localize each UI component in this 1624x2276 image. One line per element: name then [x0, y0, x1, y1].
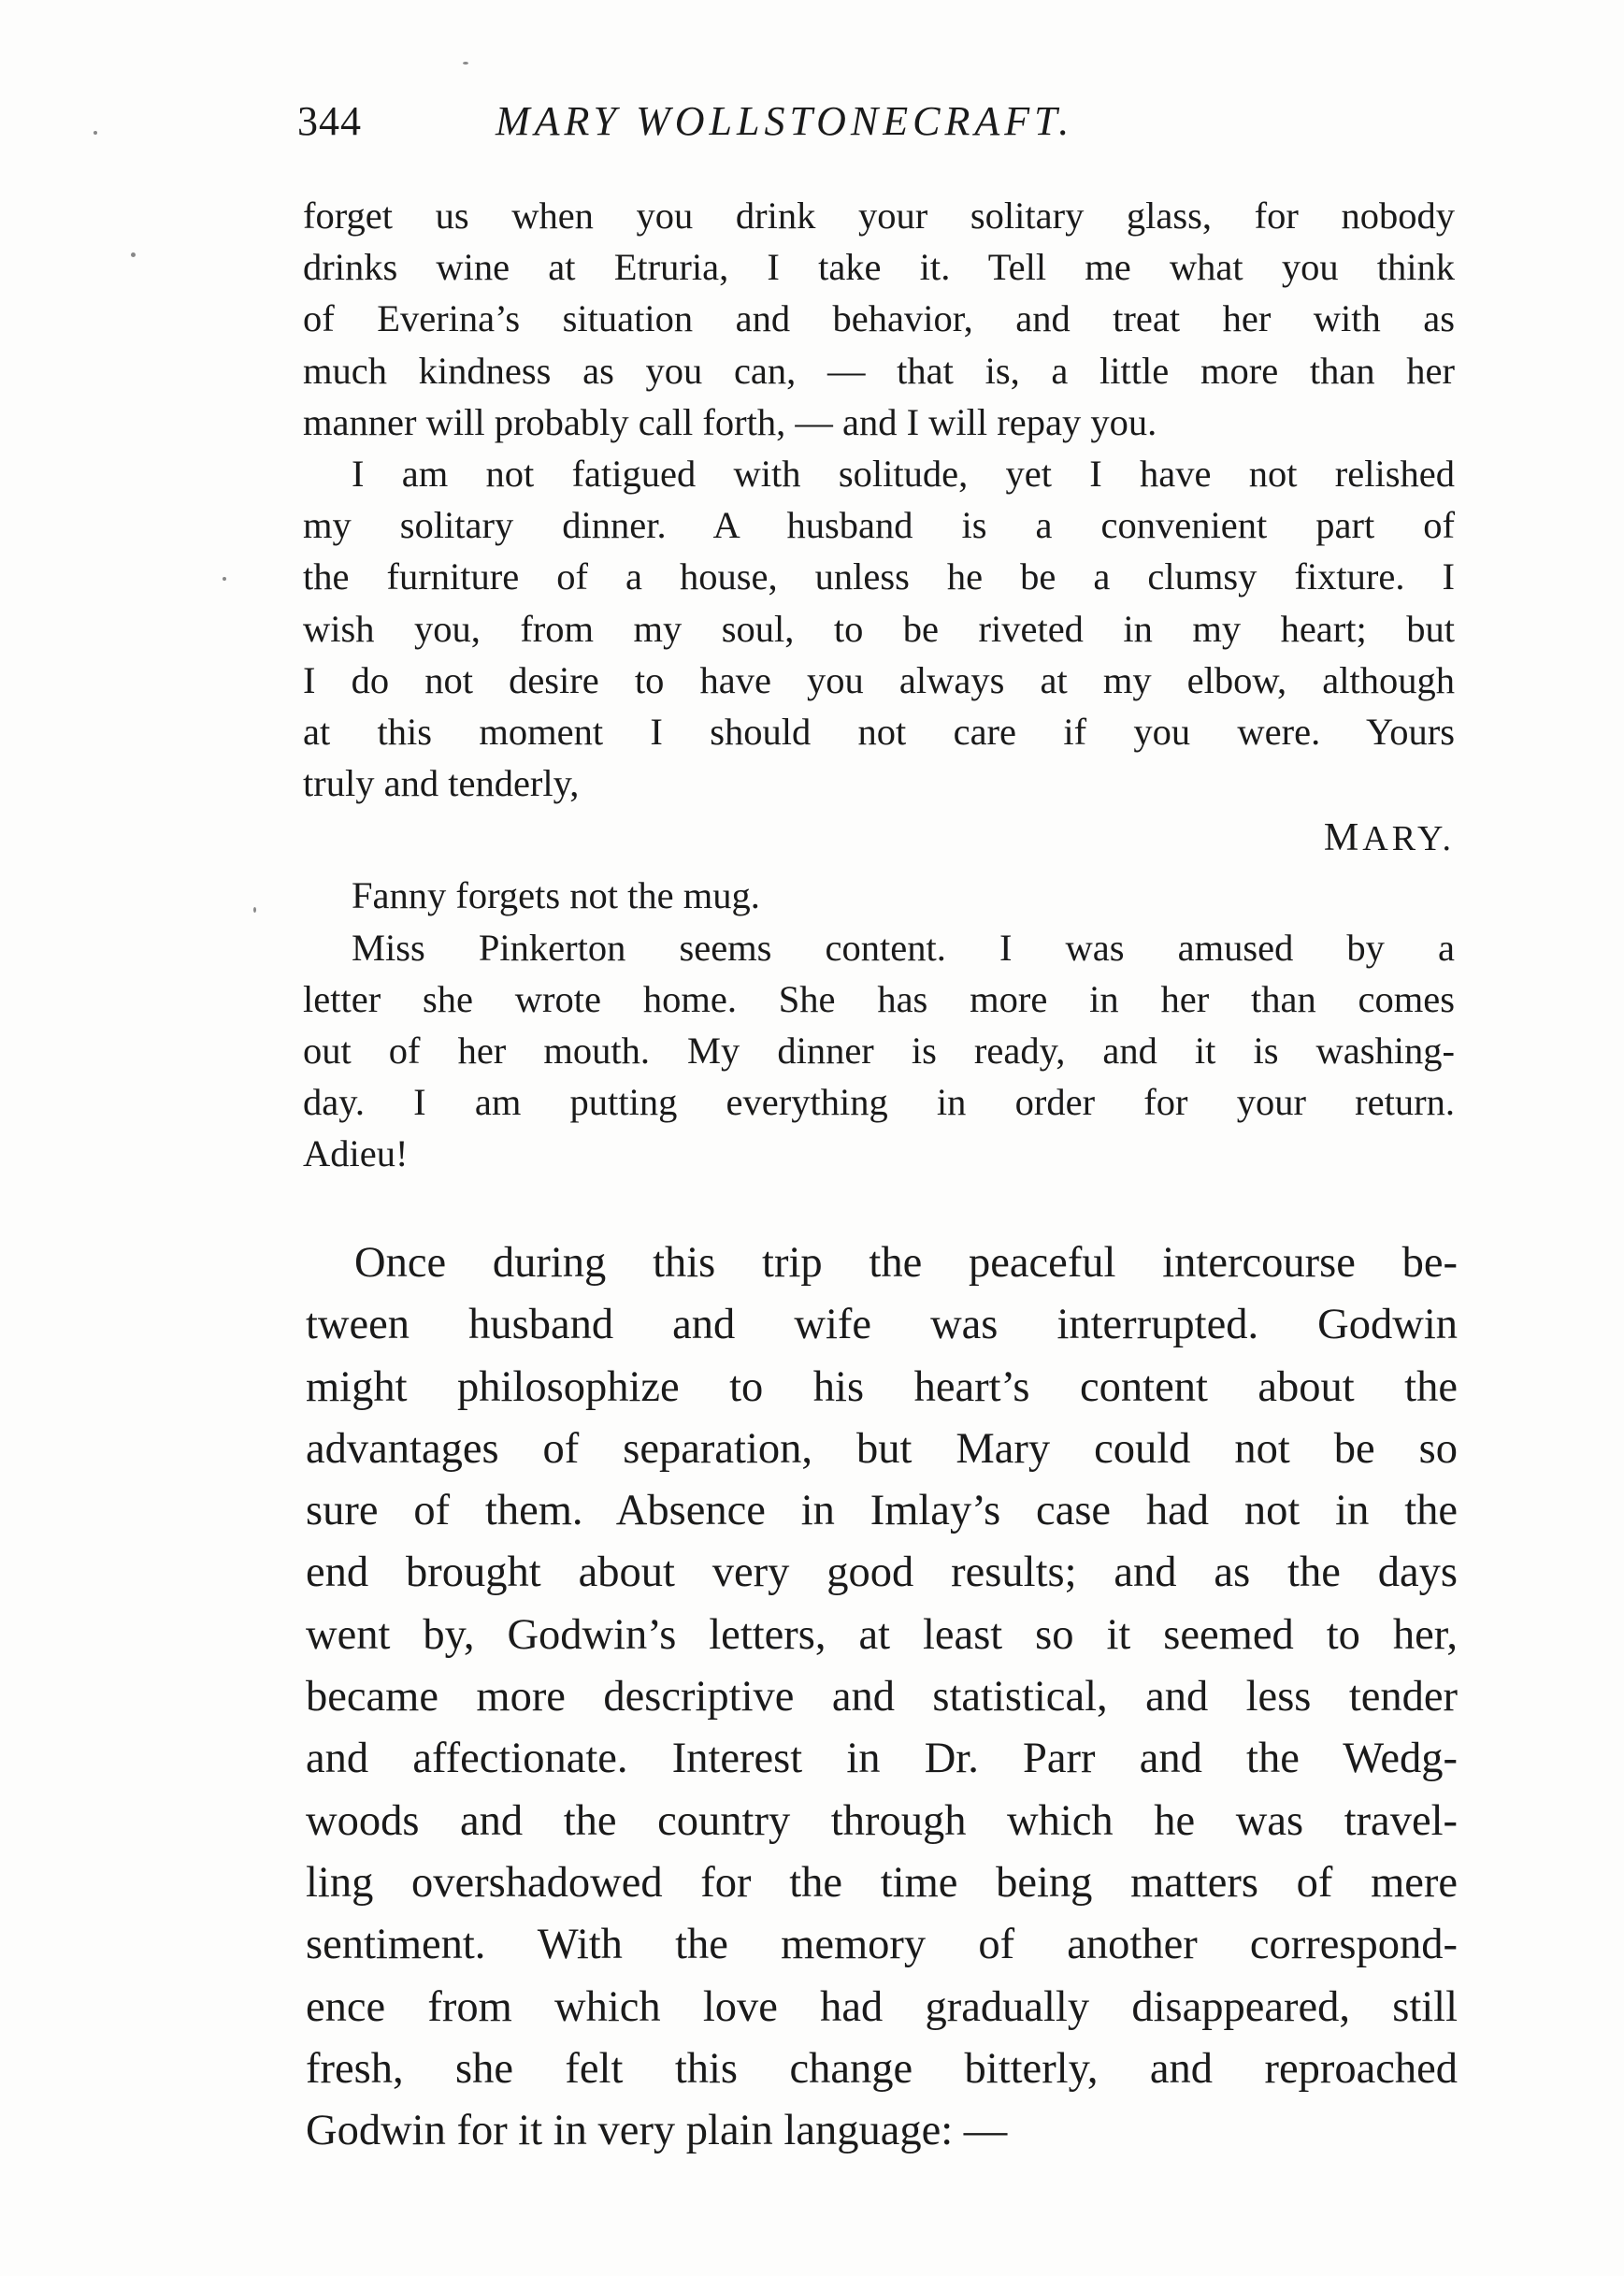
text-line: Adieu!: [303, 1132, 409, 1175]
text-line: ling overshadowed for the time being matters of mere: [306, 1858, 1458, 1907]
text-line: might philosophize to his heart’s content about the: [306, 1362, 1458, 1411]
text-line: day. I am putting everything in order for your return.: [303, 1081, 1455, 1124]
text-line: I am not fatigued with solitude, yet I have not relished: [352, 452, 1455, 495]
text-line: letter she wrote home. She has more in her than comes: [303, 977, 1455, 1020]
text-line: became more descriptive and statistical, and less tender: [306, 1673, 1458, 1721]
text-line: end brought about very good results; and as the days: [306, 1549, 1458, 1597]
text-line: Fanny forgets not the mug.: [352, 874, 760, 917]
text-line: much kindness as you can, — that is, a little more than her: [303, 349, 1455, 392]
letter-paragraph-2: [303, 448, 1455, 809]
text-line: tween husband and wife was interrupted. Godwin: [306, 1301, 1458, 1349]
scan-speck: [463, 62, 468, 65]
running-header: [297, 97, 1457, 153]
text-line: forget us when you drink your solitary glass, for nobody: [303, 194, 1455, 237]
text-line: I do not desire to have you always at my elbow, although: [303, 658, 1455, 701]
text-line: out of her mouth. My dinner is ready, and it is washing-: [303, 1030, 1455, 1072]
text-line: woods and the country through which he was travel-: [306, 1796, 1458, 1845]
running-title: MARY WOLLSTONECRAFT.: [496, 98, 1074, 144]
text-line: ence from which love had gradually disappeared, still: [306, 1982, 1458, 2031]
text-line: and affectionate. Interest in Dr. Parr and the Wedg-: [306, 1735, 1458, 1783]
text-line: the furniture of a house, unless he be a clumsy fixture. I: [303, 555, 1455, 598]
text-line: sentiment. With the memory of another correspond-: [306, 1921, 1458, 1969]
scan-speck: [253, 907, 256, 913]
narrative-paragraph: [306, 1232, 1458, 2162]
letter-signature: [303, 809, 1455, 864]
text-line: drinks wine at Etruria, I take it. Tell me what you think: [303, 246, 1455, 289]
letter-paragraph-1: [303, 190, 1455, 448]
letter-text: [303, 190, 1455, 1180]
text-line: manner will probably call forth, — and I will repay you.: [303, 400, 1157, 443]
text-line: Godwin for it in very plain language: —: [306, 2107, 1008, 2155]
scan-speck: [93, 131, 97, 135]
text-line: of Everina’s situation and behavior, and treat her with as: [303, 297, 1455, 340]
letter-postscript: [303, 870, 1455, 1179]
text-line: went by, Godwin’s letters, at least so it seemed to her,: [306, 1610, 1458, 1659]
scan-speck: [131, 252, 136, 257]
signature-rest: ARY.: [1362, 819, 1455, 859]
text-line: truly and tenderly,: [303, 762, 580, 805]
text-line: fresh, she felt this change bitterly, and reproached: [306, 2044, 1458, 2093]
text-line: sure of them. Absence in Imlay’s case had not in the: [306, 1487, 1458, 1535]
text-line: at this moment I should not care if you were. Yours: [303, 710, 1455, 753]
text-line: my solitary dinner. A husband is a convenient part of: [303, 504, 1455, 547]
text-line: Once during this trip the peaceful intercourse be-: [354, 1239, 1458, 1287]
page-number: 344: [297, 98, 362, 144]
text-line: wish you, from my soul, to be riveted in my heart; but: [303, 607, 1455, 650]
text-line: advantages of separation, but Mary could not be so: [306, 1424, 1458, 1473]
scan-speck: [223, 577, 226, 581]
signature-initial: M: [1323, 816, 1363, 860]
text-line: Miss Pinkerton seems content. I was amused by a: [352, 926, 1455, 969]
